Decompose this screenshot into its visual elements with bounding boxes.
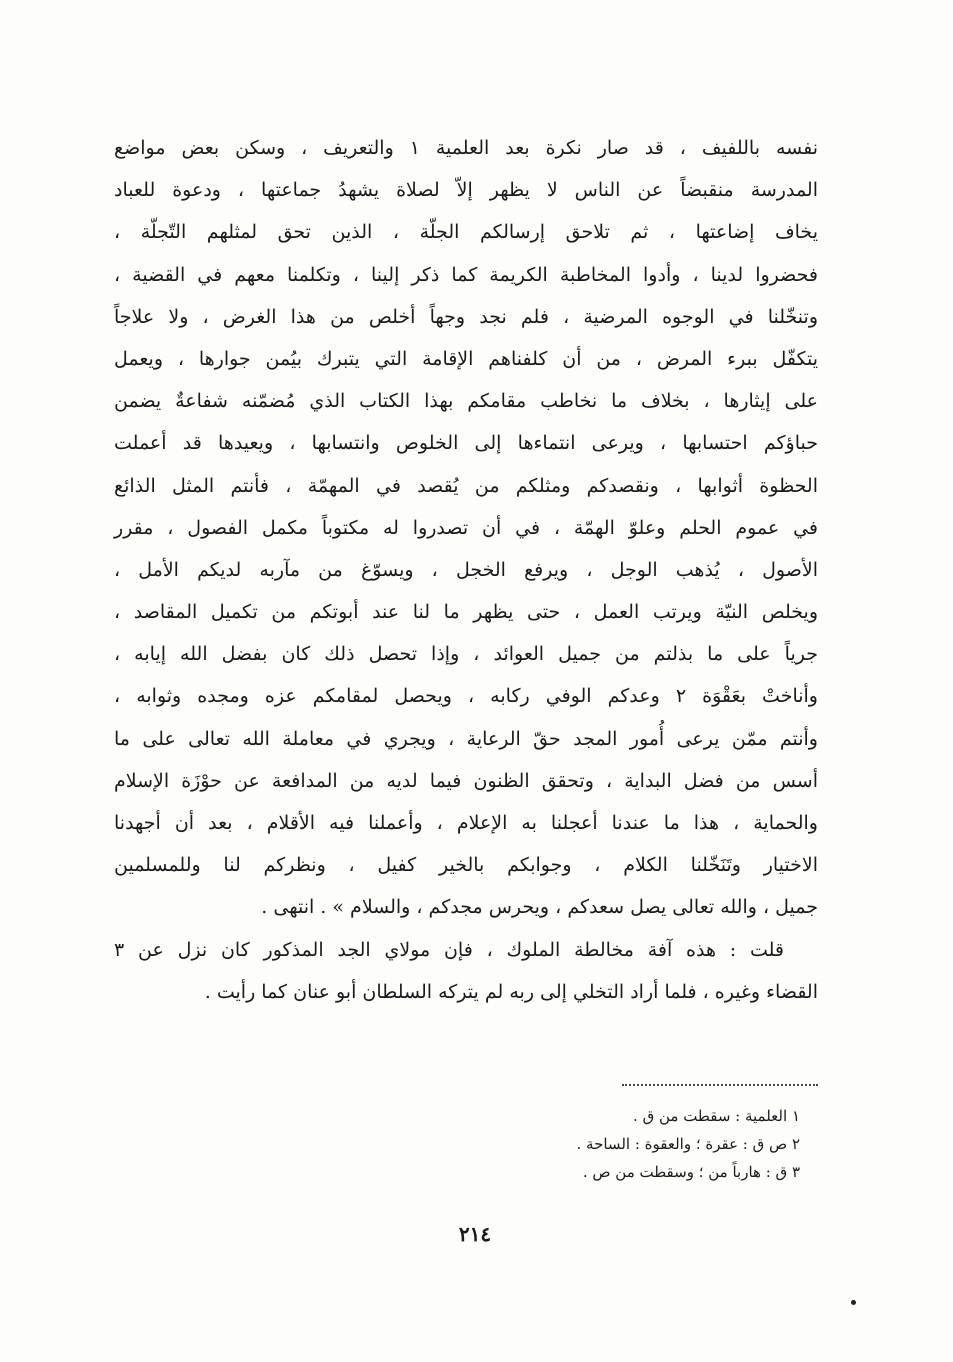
text-line-18: الاختيار وتَنَخّلنا الكلام ، وجوابكم بالخير كفيل ، ونظركم لنا وللمسلمين bbox=[114, 854, 818, 877]
text-line-4: فحضروا لدينا ، وأدوا المخاطبة الكريمة كما ذكر إلينا ، وتكلمنا معهم في القضية ، bbox=[114, 263, 818, 286]
text-line-11: الأصول ، يُذهب الوجل ، ويرفع الخجل ، ويسوّغ من مآربه لديكم الأمل ، bbox=[114, 558, 818, 581]
text-line-21: القضاء وغيره ، فلما أراد التخلي إلى ربه لم يتركه السلطان أبو عنان كما رأيت . bbox=[204, 980, 818, 1003]
text-line-15: وأنتم ممّن يرعى أُمور المجد حقّ الرعاية ، ويجري في معاملة الله تعالى على ما bbox=[114, 727, 818, 750]
text-line-3: يخاف إضاعتها ، ثم تلاحق إرسالكم الجلّة ، الذين تحق لمثلهم التّجلّة ، bbox=[114, 221, 818, 244]
footnote-separator bbox=[622, 1084, 818, 1086]
text-line-17: والحماية ، هذا ما عندنا أعجلنا به الإعلام ، وأعملنا فيه الأقلام ، بعد أن أجهدنا bbox=[114, 812, 818, 834]
text-line-5: وتنخّلنا في الوجوه المرضية ، فلم نجد وجهاً أخلص من هذا الغرض ، ولا علاجاً bbox=[114, 305, 818, 328]
text-line-1: نفسه باللفيف ، قد صار نكرة بعد العلمية ١ والتعريف ، وسكن بعض مواضع bbox=[114, 137, 818, 159]
footnote-2: ٢ ص ق : عقرة ؛ والعقوة : الساحة . bbox=[576, 1135, 800, 1153]
text-line-20: قلت : هذه آفة مخالطة الملوك ، فإن مولاي الجد المذكور كان نزل عن ٣ bbox=[114, 938, 784, 961]
text-line-7: على إيثارها ، بخلاف ما نخاطب مقامكم بهذا الكتاب الذي مُضمّنه شفاعةٌ يضمن bbox=[114, 390, 818, 413]
footnote-3: ٣ ق : هارباً من ؛ وسقطت من ص . bbox=[582, 1163, 800, 1181]
text-line-13: جرياً على ما بذلتم من جميل العوائد ، وإذا تحصل ذلك كان بفضل الله إيابه ، bbox=[114, 643, 818, 666]
text-line-2: المدرسة منقبضاً عن الناس لا يظهر إلاّ لصلاة يشهدُ جماعتها ، ودعوة للعباد bbox=[114, 179, 818, 202]
page-number: ٢١٤ bbox=[458, 1222, 492, 1246]
text-line-9: الحظوة أثوابها ، ونقصدكم ومثلكم من يُقصد في المهمّة ، فأنتم المثل الذائع bbox=[114, 474, 818, 497]
scan-speck bbox=[851, 1300, 856, 1305]
text-line-16: أسس من فضل البداية ، وتحقق الظنون فيما لديه من المدافعة عن حوْزَة الإسلام bbox=[114, 769, 818, 792]
footnotes bbox=[400, 1102, 800, 1186]
text-line-12: ويخلص النيّة ويرتب العمل ، حتى يظهر ما لنا عند أبوتكم من تكميل المقاصد ، bbox=[114, 601, 818, 624]
text-line-19: جميل ، والله تعالى يصل سعدكم ، ويحرس مجدكم ، والسلام » . انتهى . bbox=[261, 896, 818, 919]
text-line-14: وأناختْ بعَقْوَة ٢ وعدكم الوفي ركابه ، ويحصل لمقامكم عزه ومجده وثوابه ، bbox=[114, 685, 818, 708]
text-line-6: يتكفّل ببرء المرض ، من أن كلفناهم الإقامة التي يتبرك بيُمن جوارها ، ويعمل bbox=[114, 347, 818, 370]
text-line-8: حباؤكم احتسابها ، ويرعى انتماءها إلى الخلوص وانتسابها ، ويعيدها قد أعملت bbox=[114, 432, 818, 455]
main-text bbox=[114, 127, 818, 1013]
text-line-10: في عموم الحلم وعلوّ الهمّة ، في أن تصدروا له مكتوباً مكمل الفصول ، مقرر bbox=[114, 516, 818, 539]
footnote-1: ١ العلمية : سقطت من ق . bbox=[633, 1107, 800, 1125]
